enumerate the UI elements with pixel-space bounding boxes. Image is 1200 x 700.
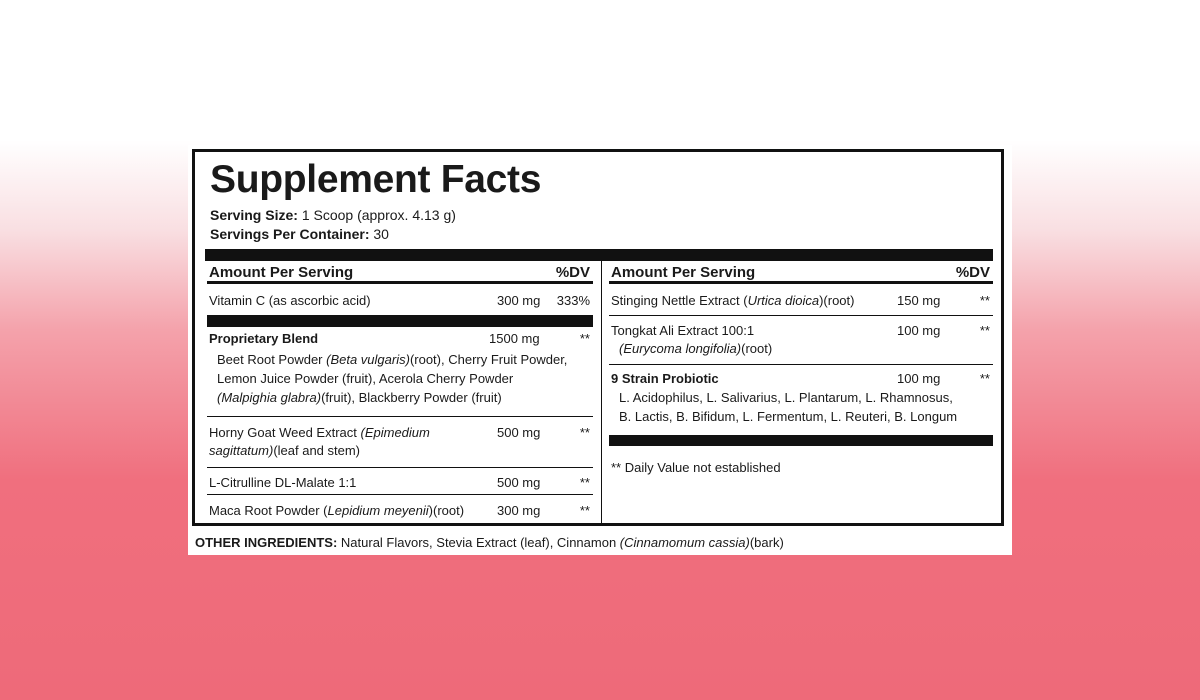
stinging-nettle-name bbox=[611, 292, 854, 309]
serving-size bbox=[210, 206, 456, 224]
probiotic-name: 9 Strain Probiotic bbox=[611, 371, 719, 386]
row-maca-root bbox=[207, 495, 593, 523]
maca-name-c: )(root) bbox=[428, 503, 465, 518]
left-column bbox=[207, 261, 593, 523]
hgw-name2-a: sagittatum) bbox=[209, 443, 274, 458]
dv-header: %DV bbox=[555, 264, 590, 281]
nettle-name-b: Urtica dioica bbox=[747, 293, 820, 308]
tongkat-ali-name: Tongkat Ali Extract 100:1 bbox=[611, 323, 755, 338]
tongkat-line2-b: (root) bbox=[741, 341, 773, 356]
probiotic-line-2: B. Lactis, B. Bifidum, L. Fermentum, L. Reuteri, B. Longum bbox=[619, 409, 958, 424]
probiotic-amount: 100 mg bbox=[897, 371, 941, 386]
servings-per-container bbox=[210, 225, 389, 243]
note-area bbox=[609, 446, 993, 486]
row-stinging-nettle bbox=[609, 284, 993, 316]
l-citrulline-dv: ** bbox=[579, 475, 590, 490]
blend-line-3 bbox=[217, 389, 502, 406]
daily-value-note: ** Daily Value not established bbox=[611, 460, 781, 475]
row-horny-goat-weed bbox=[207, 417, 593, 468]
vitamin-c-name: Vitamin C (as ascorbic acid) bbox=[209, 293, 371, 308]
facts-panel bbox=[192, 149, 1004, 526]
label-title: Supplement Facts bbox=[210, 158, 542, 201]
blend-line-3a: (Malpighia glabra) bbox=[217, 390, 322, 405]
nettle-name-c: )(root) bbox=[819, 293, 855, 308]
blend-line-1b: (Beta vulgaris) bbox=[326, 352, 410, 367]
row-tongkat-ali bbox=[609, 316, 993, 365]
column-divider bbox=[601, 261, 602, 523]
dv-header-right: %DV bbox=[955, 264, 990, 281]
l-citrulline-amount: 500 mg bbox=[497, 475, 541, 490]
maca-name-a: Maca Root Powder ( bbox=[209, 503, 328, 518]
tongkat-ali-amount: 100 mg bbox=[897, 323, 941, 338]
other-ingredients bbox=[195, 535, 784, 551]
l-citrulline-name: L-Citrulline DL-Malate 1:1 bbox=[209, 475, 357, 490]
other-ingredients-text-b: (Cinnamomum cassia) bbox=[619, 535, 750, 550]
blend-line-2: Lemon Juice Powder (fruit), Acerola Cherry Powder bbox=[217, 371, 514, 386]
maca-name-b: Lepidium meyenii bbox=[327, 503, 429, 518]
blend-line-1c: (root), Cherry Fruit Powder, bbox=[409, 352, 568, 367]
blend-line-1a: Beet Root Powder bbox=[217, 352, 327, 367]
hgw-name-a: Horny Goat Weed Extract bbox=[209, 425, 361, 440]
right-header bbox=[609, 261, 993, 284]
horny-goat-weed-line-2 bbox=[209, 442, 360, 459]
nettle-name-a: Stinging Nettle Extract ( bbox=[611, 293, 748, 308]
tongkat-line2-a: (Eurycoma longifolia) bbox=[619, 341, 742, 356]
supplement-facts-label bbox=[188, 145, 1012, 555]
stinging-nettle-dv: ** bbox=[979, 293, 990, 308]
row-proprietary-blend bbox=[207, 327, 593, 417]
servings-per-container-label: Servings Per Container: bbox=[210, 226, 370, 242]
note-divider bbox=[609, 435, 993, 446]
right-column bbox=[609, 261, 993, 486]
probiotic-line-1: L. Acidophilus, L. Salivarius, L. Plantarum, L. Rhamnosus, bbox=[619, 390, 953, 405]
amount-per-serving-header: Amount Per Serving bbox=[209, 264, 354, 281]
blend-name: Proprietary Blend bbox=[209, 331, 319, 346]
vitamin-c-dv: 333% bbox=[556, 293, 590, 308]
other-ingredients-text-a: Natural Flavors, Stevia Extract (leaf), Cinnamon bbox=[337, 535, 620, 550]
servings-per-container-value: 30 bbox=[373, 226, 389, 242]
maca-root-name bbox=[209, 502, 464, 519]
row-probiotic bbox=[609, 365, 993, 435]
row-vitamin-c bbox=[207, 284, 593, 316]
row-l-citrulline bbox=[207, 468, 593, 495]
maca-root-dv: ** bbox=[579, 503, 590, 518]
amount-per-serving-header-right: Amount Per Serving bbox=[611, 264, 756, 281]
blend-divider bbox=[207, 316, 593, 327]
horny-goat-weed-dv: ** bbox=[579, 425, 590, 440]
left-header bbox=[207, 261, 593, 284]
blend-line-3b: (fruit), Blackberry Powder (fruit) bbox=[321, 390, 502, 405]
vitamin-c-amount: 300 mg bbox=[497, 293, 541, 308]
other-ingredients-text-c: (bark) bbox=[749, 535, 784, 550]
probiotic-dv: ** bbox=[979, 371, 990, 386]
serving-size-value: 1 Scoop (approx. 4.13 g) bbox=[301, 207, 456, 223]
serving-size-label: Serving Size: bbox=[210, 207, 298, 223]
blend-line-1 bbox=[217, 351, 567, 368]
hgw-name-b: (Epimedium bbox=[360, 425, 430, 440]
tongkat-ali-dv: ** bbox=[979, 323, 990, 338]
other-ingredients-label: OTHER INGREDIENTS: bbox=[195, 535, 338, 550]
horny-goat-weed-line-1 bbox=[209, 424, 430, 441]
stinging-nettle-amount: 150 mg bbox=[897, 293, 941, 308]
hgw-name2-b: (leaf and stem) bbox=[273, 443, 361, 458]
tongkat-ali-line-2 bbox=[619, 340, 772, 357]
thick-divider bbox=[205, 249, 993, 261]
maca-root-amount: 300 mg bbox=[497, 503, 541, 518]
blend-dv: ** bbox=[579, 331, 590, 346]
horny-goat-weed-amount: 500 mg bbox=[497, 425, 541, 440]
blend-amount: 1500 mg bbox=[489, 331, 540, 346]
